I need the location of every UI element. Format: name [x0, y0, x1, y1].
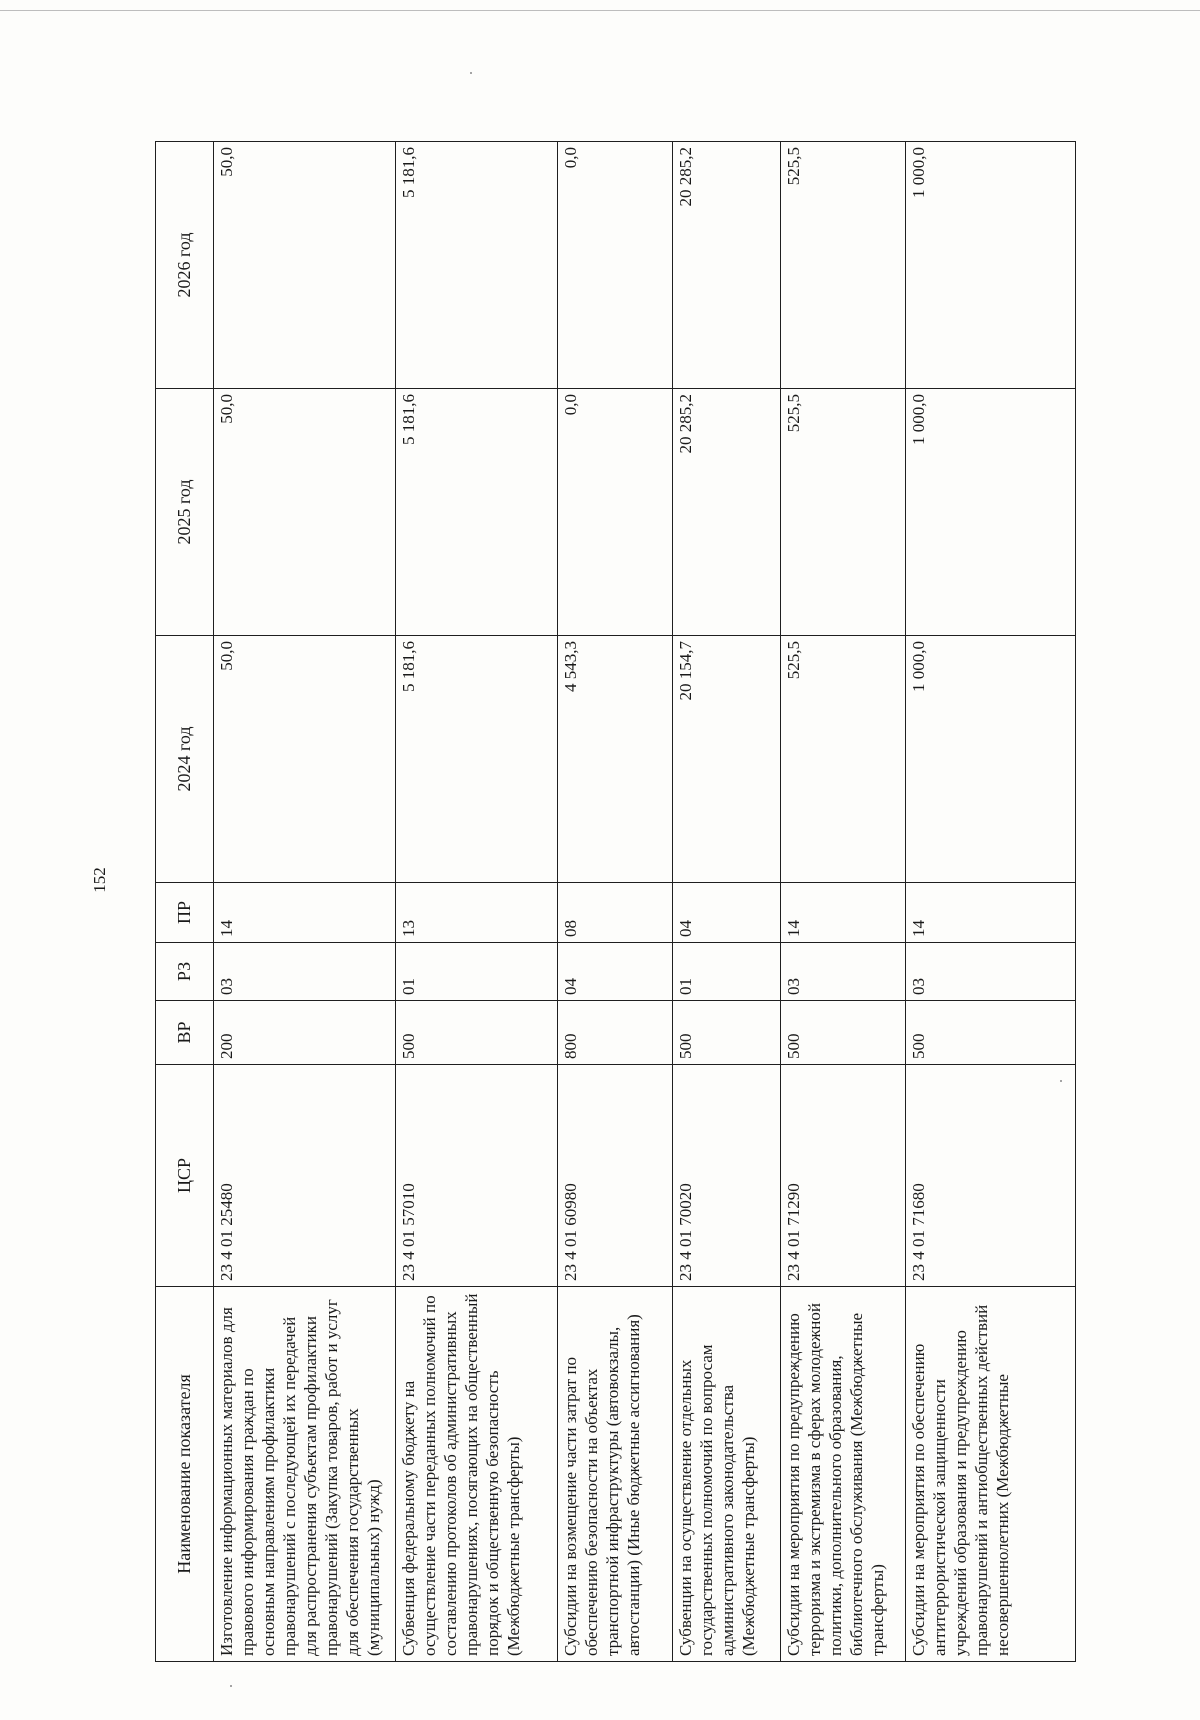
table-row	[906, 142, 1076, 1662]
row-rz: 03	[906, 943, 1076, 1001]
row-rz: 01	[396, 943, 558, 1001]
row-vr: 500	[396, 1001, 558, 1065]
row-2025: 0,0	[558, 389, 673, 636]
row-rz: 01	[673, 943, 781, 1001]
page-number: 152	[90, 867, 109, 893]
row-csr: 23 4 01 25480	[214, 1065, 396, 1287]
row-vr: 800	[558, 1001, 673, 1065]
row-rz: 03	[781, 943, 906, 1001]
table-row	[673, 142, 781, 1662]
row-csr: 23 4 01 60980	[558, 1065, 673, 1287]
header-vr: ВР	[156, 1001, 214, 1065]
row-vr: 500	[673, 1001, 781, 1065]
row-pr: 14	[906, 883, 1076, 943]
row-name: Субсидии на мероприятия по обеспечению антитеррористической защищенности учреждений образования и предупреждению правонарушений и антиобщественных действий несовершеннолетних (Межбюджетные	[906, 1287, 1076, 1662]
table-row	[781, 142, 906, 1662]
row-csr: 23 4 01 70020	[673, 1065, 781, 1287]
header-name: Наименование показателя	[156, 1287, 214, 1662]
row-2025: 525,5	[781, 389, 906, 636]
row-vr: 500	[906, 1001, 1076, 1065]
top-border-line	[0, 0, 1200, 11]
header-2024: 2024 год	[156, 636, 214, 883]
row-2024: 1 000,0	[906, 636, 1076, 883]
row-name: Субсидии на мероприятия по предупреждению терроризма и экстремизма в сферах молодежной политики, дополнительного образования, библиотечного обслуживания (Межбюджетные трансферты)	[781, 1287, 906, 1662]
row-name: Субвенция федеральному бюджету на осуществление части переданных полномочий по составлению протоколов об административных правонарушениях, посягающих на общественный порядок и общественную безопасность (Межбюджетные трансферты)	[396, 1287, 558, 1662]
row-2025: 1 000,0	[906, 389, 1076, 636]
scan-speck	[1060, 1080, 1062, 1082]
row-2024: 4 543,3	[558, 636, 673, 883]
row-2025: 20 285,2	[673, 389, 781, 636]
row-2025: 50,0	[214, 389, 396, 636]
row-2024: 525,5	[781, 636, 906, 883]
row-2025: 5 181,6	[396, 389, 558, 636]
row-2026: 1 000,0	[906, 142, 1076, 389]
table-row	[558, 142, 673, 1662]
header-2025: 2025 год	[156, 389, 214, 636]
row-2026: 525,5	[781, 142, 906, 389]
row-pr: 08	[558, 883, 673, 943]
budget-table	[155, 141, 1076, 1662]
row-vr: 200	[214, 1001, 396, 1065]
row-2026: 50,0	[214, 142, 396, 389]
row-name: Субвенции на осуществление отдельных государственных полномочий по вопросам административного законодательства (Межбюджетные трансферты)	[673, 1287, 781, 1662]
row-pr: 04	[673, 883, 781, 943]
row-pr: 14	[781, 883, 906, 943]
row-2024: 50,0	[214, 636, 396, 883]
header-pr: ПР	[156, 883, 214, 943]
row-2024: 5 181,6	[396, 636, 558, 883]
row-csr: 23 4 01 71680	[906, 1065, 1076, 1287]
row-name: Изготовление информационных материалов для правового информирования граждан по основным направлениям профилактики правонарушений с последующей их передачей для распространения субъектам профилактики правонарушений (Закупка товаров, работ и услуг для обеспечения государственных (муниципальных) нужд)	[214, 1287, 396, 1662]
table-row	[214, 142, 396, 1662]
header-csr: ЦСР	[156, 1065, 214, 1287]
table-row	[396, 142, 558, 1662]
row-rz: 04	[558, 943, 673, 1001]
table-header-row	[156, 142, 214, 1662]
header-2026: 2026 год	[156, 142, 214, 389]
row-name: Субсидии на возмещение части затрат по обеспечению безопасности на объектах транспортной инфраструктуры (автовокзалы, автостанции) (Иные бюджетные ассигнования)	[558, 1287, 673, 1662]
header-rz: РЗ	[156, 943, 214, 1001]
scan-speck	[470, 72, 472, 74]
scan-speck	[230, 1685, 232, 1687]
row-csr: 23 4 01 57010	[396, 1065, 558, 1287]
row-2026: 20 285,2	[673, 142, 781, 389]
row-csr: 23 4 01 71290	[781, 1065, 906, 1287]
row-pr: 14	[214, 883, 396, 943]
row-2024: 20 154,7	[673, 636, 781, 883]
row-2026: 0,0	[558, 142, 673, 389]
row-pr: 13	[396, 883, 558, 943]
row-2026: 5 181,6	[396, 142, 558, 389]
rotated-table-container	[155, 142, 1075, 1662]
row-vr: 500	[781, 1001, 906, 1065]
row-rz: 03	[214, 943, 396, 1001]
